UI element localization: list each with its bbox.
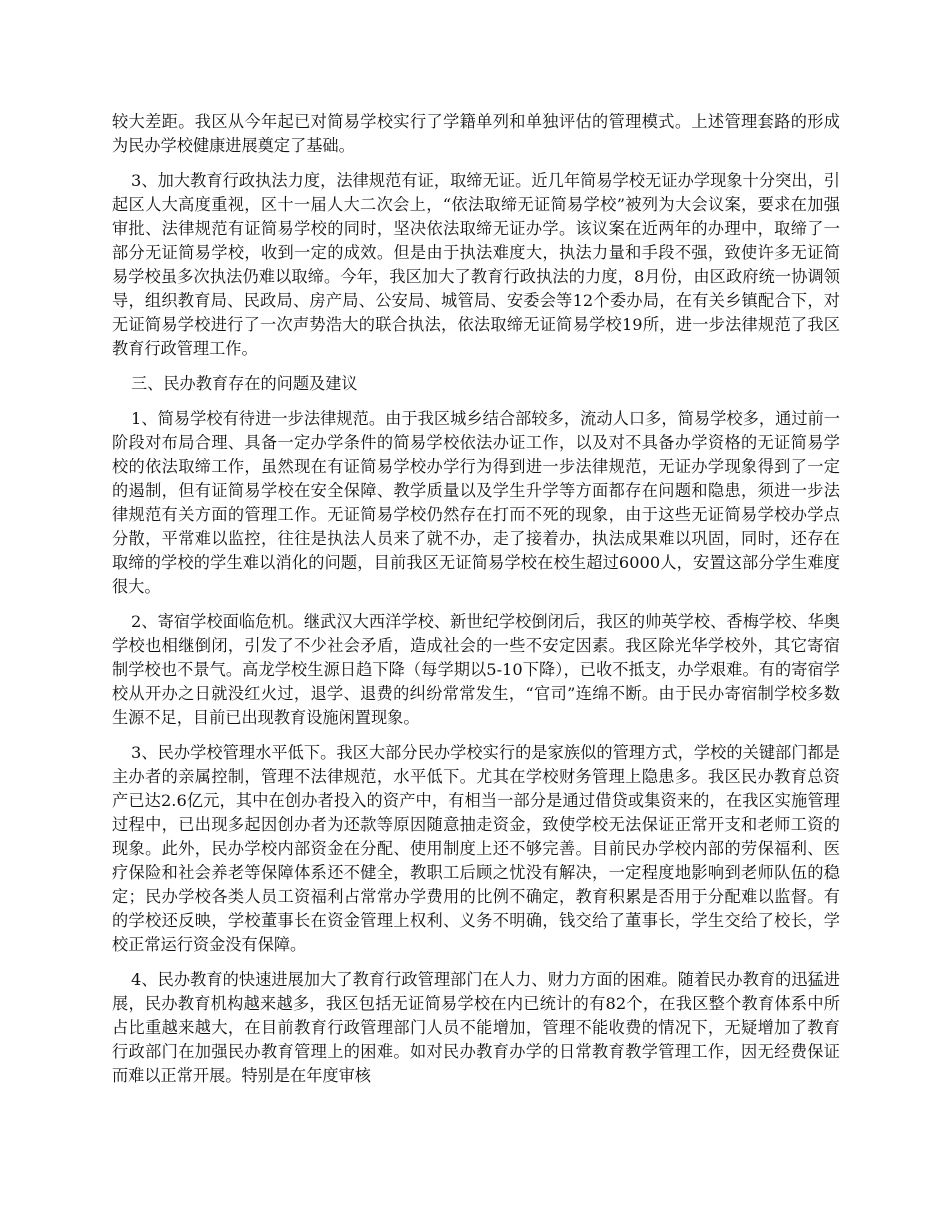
paragraph-administrative-difficulty: 4、民办教育的快速进展加大了教育行政管理部门在人力、财力方面的困难。随着民办教育的迅猛进展，民办教育机构越来越多，我区包括无证简易学校在内已统计的有82个，在我区整个教育体系中所占比重越来越大，在目前教育行政管理部门人员不能增加，管理不能收费的情况下，无疑增加了教育行政部门在加强民办教育管理上的困难。如对民办教育办学的日常教育教学管理工作，因无经费保证而难以正常开展。特别是在年度审核 xyxy=(112,970,840,1085)
section-heading-problems: 三、民办教育存在的问题及建议 xyxy=(131,374,358,393)
paragraph-simple-schools: 1、简易学校有待进一步法律规范。由于我区城乡结合部较多，流动人口多，简易学校多，通过前一阶段对布局合理、具备一定办学条件的简易学校依法办证工作，以及对不具备办学资格的无证简易学校的依法取缔工作，虽然现在有证简易学校办学行为得到进一步法律规范，无证办学现象得到了一定的遏制，但有证简易学校在安全保障、教学质量以及学生升学等方面都存在问题和隐患，须进一步法律规范有关方面的管理工作。无证简易学校仍然存在打而不死的现象，由于这些无证简易学校办学点分散，平常难以监控，往往是执法人员来了就不办，走了接着办，执法成果难以巩固，同时，还存在取缔的学校的学生难以消化的问题，目前我区无证简易学校在校生超过6000人，安置这部分学生难度很大。 xyxy=(112,409,840,596)
paragraph-law-enforcement: 3、加大教育行政执法力度，法律规范有证，取缔无证。近几年简易学校无证办学现象十分突出，引起区人大高度重视，区十一届人大二次会上，“依法取缔无证简易学校”被列为大会议案，要求在加强审批、法律规范有证简易学校的同时，坚决依法取缔无证办学。该议案在近两年的办理中，取缔了一部分无证简易学校，收到一定的成效。但是由于执法难度大，执法力量和手段不强，致使许多无证简易学校虽多次执法仍难以取缔。今年，我区加大了教育行政执法的力度，8月份，由区政府统一协调领导，组织教育局、民政局、房产局、公安局、城管局、安委会等12个委办局，在有关乡镇配合下，对无证简易学校进行了一次声势浩大的联合执法，依法取缔无证简易学校19所，进一步法律规范了我区教育行政管理工作。 xyxy=(112,171,840,358)
document-body xyxy=(112,110,840,1099)
paragraph-boarding-schools: 2、寄宿学校面临危机。继武汉大西洋学校、新世纪学校倒闭后，我区的帅英学校、香梅学校、华奥学校也相继倒闭，引发了不少社会矛盾，造成社会的一些不安定因素。我区除光华学校外，其它寄宿制学校也不景气。高龙学校生源日趋下降（每学期以5-10下降），已收不抵支，办学艰难。有的寄宿学校从开办之日就没红火过，退学、退费的纠纷常常发生，“官司”连绵不断。由于民办寄宿制学校多数生源不足，目前已出现教育设施闲置现象。 xyxy=(112,612,840,727)
paragraph-management-level: 3、民办学校管理水平低下。我区大部分民办学校实行的是家族似的管理方式，学校的关键部门都是主办者的亲属控制，管理不法律规范，水平低下。尤其在学校财务管理上隐患多。我区民办教育总资产已达2.6亿元，其中在创办者投入的资产中，有相当一部分是通过借贷或集资来的，在我区实施管理过程中，已出现多起因创办者为还款等原因随意抽走资金，致使学校无法保证正常开支和老师工资的现象。此外，民办学校内部资金在分配、使用制度上还不够完善。目前民办学校内部的劳保福利、医疗保险和社会养老等保障体系还不健全，教职工后顾之忧没有解决，一定程度地影响到老师队伍的稳定；民办学校各类人员工资福利占常常办学费用的比例不确定，教育积累是否用于分配难以监督。有的学校还反映，学校董事长在资金管理上权利、义务不明确，钱交给了董事长，学生交给了校长，学校正常运行资金没有保障。 xyxy=(112,743,840,954)
paragraph-intro-continuation: 较大差距。我区从今年起已对简易学校实行了学籍单列和单独评估的管理模式。上述管理套路的形成为民办学校健康进展奠定了基础。 xyxy=(112,112,840,155)
